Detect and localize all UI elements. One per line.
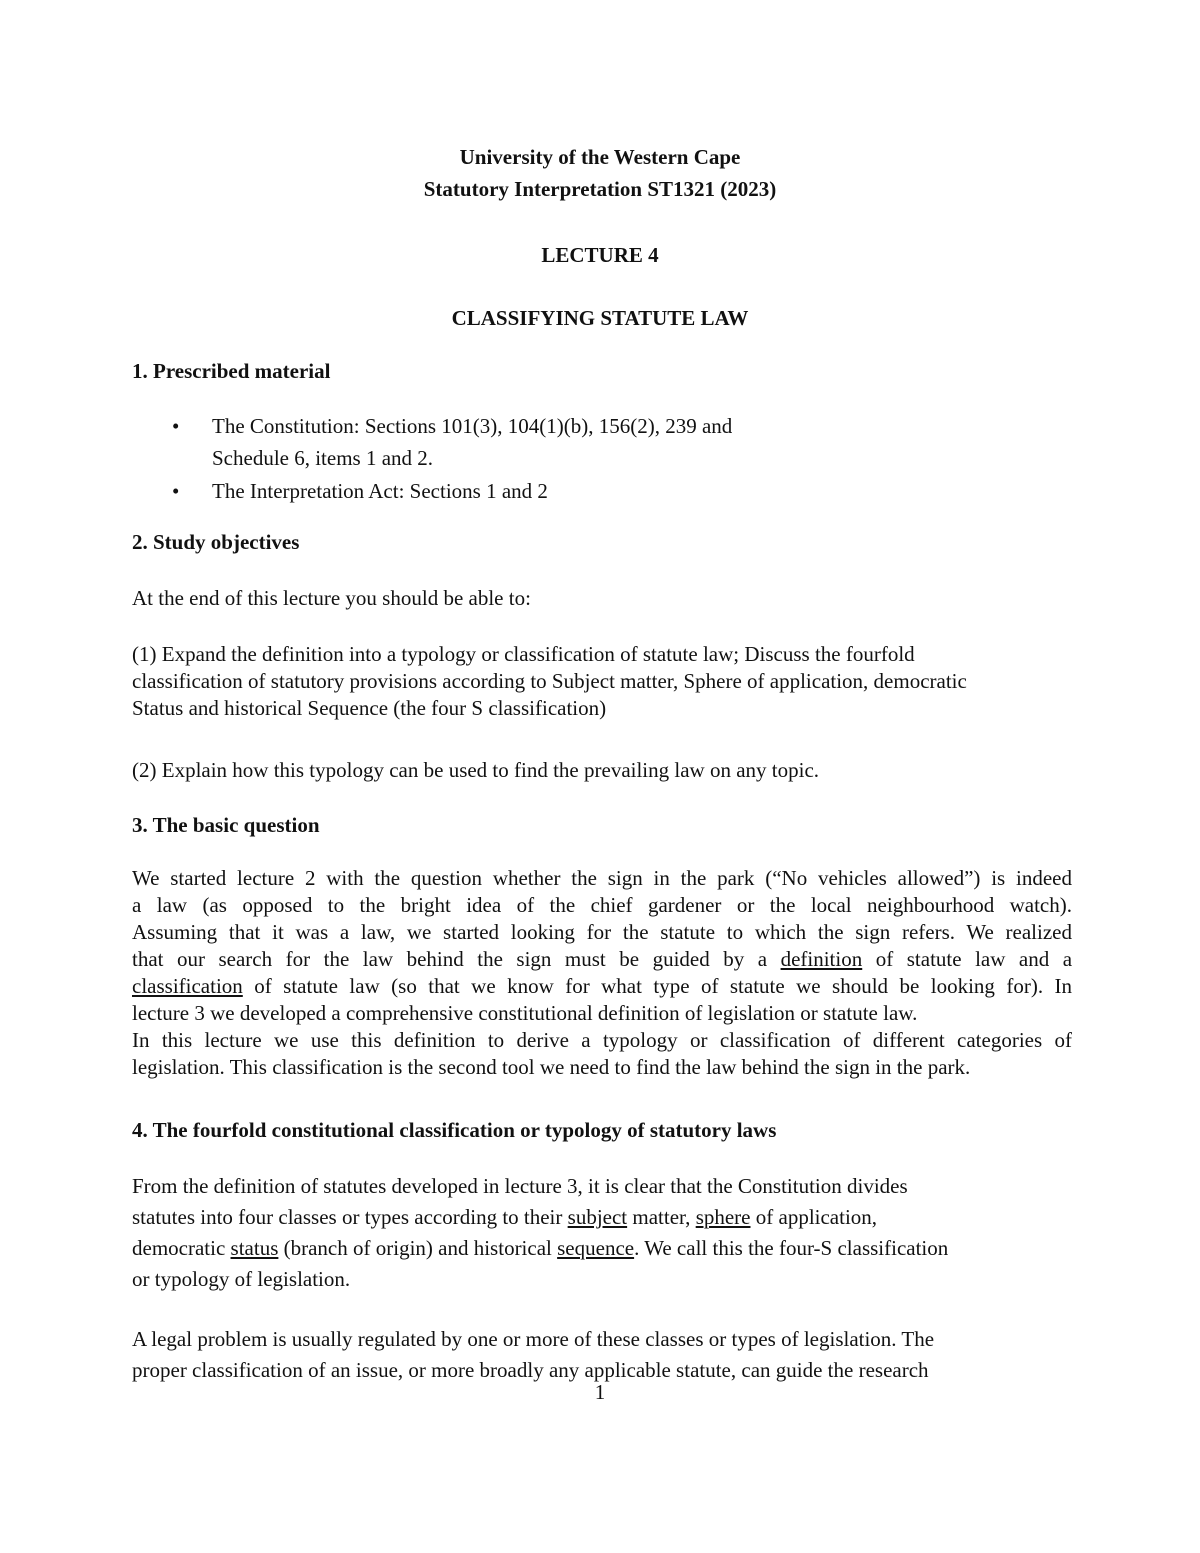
- section-3-heading: 3. The basic question: [132, 813, 320, 837]
- paragraph-line: legislation. This classification is the second tool we need to find the law behind the sign in the park.: [132, 1055, 971, 1079]
- paragraph-line: [132, 1233, 1072, 1264]
- objective-2: (2) Explain how this typology can be used to find the prevailing law on any topic.: [132, 758, 820, 782]
- section-4-paragraph-2: [132, 1324, 1072, 1386]
- page-number: 1: [594, 1380, 606, 1404]
- bullet-text-line: The Constitution: Sections 101(3), 104(1)(b), 156(2), 239 and: [212, 414, 733, 438]
- paragraph-line: From the definition of statutes developed in lecture 3, it is clear that the Constitution divides: [132, 1174, 908, 1198]
- text-run: that our search for the law behind the sign must be guided by a: [132, 947, 768, 971]
- bullet-marker: •: [172, 479, 180, 503]
- objective-1-line: classification of statutory provisions according to Subject matter, Sphere of application, democratic: [132, 669, 967, 693]
- lecture-number: LECTURE 4: [541, 243, 659, 267]
- objectives-intro: At the end of this lecture you should be able to:: [132, 586, 531, 610]
- text-run: democratic: [132, 1236, 226, 1260]
- paragraph-line: [132, 946, 1072, 973]
- text-run: matter,: [632, 1205, 691, 1229]
- underlined-term-status: status: [230, 1236, 279, 1260]
- objective-1-line: Status and historical Sequence (the four S classification): [132, 696, 607, 720]
- section-2-heading: 2. Study objectives: [132, 530, 300, 554]
- section-4-paragraph-1: [132, 1171, 1072, 1295]
- paragraph-line: Assuming that it was a law, we started looking for the statute to which the sign refers. We realized: [132, 920, 1072, 944]
- lecture-topic: CLASSIFYING STATUTE LAW: [451, 306, 749, 330]
- text-run: of statute law (so that we know for what type of statute we should be looking for). In: [254, 974, 1073, 998]
- section-4-heading: 4. The fourfold constitutional classification or typology of statutory laws: [132, 1118, 777, 1142]
- bullet-text-line: Schedule 6, items 1 and 2.: [212, 446, 434, 470]
- objective-1-line: (1) Expand the definition into a typology or classification of statute law; Discuss the fourfold: [132, 642, 915, 666]
- university-title: University of the Western Cape: [459, 145, 741, 169]
- paragraph-line: lecture 3 we developed a comprehensive constitutional definition of legislation or statute law.: [132, 1001, 918, 1025]
- underlined-term-subject: subject: [567, 1205, 628, 1229]
- paragraph-line: [132, 973, 1072, 1000]
- course-title: Statutory Interpretation ST1321 (2023): [423, 177, 777, 201]
- objective-1: [132, 641, 1072, 722]
- text-run: of application,: [755, 1205, 878, 1229]
- paragraph-line: We started lecture 2 with the question whether the sign in the park (“No vehicles allowed”) is indeed: [132, 866, 1072, 890]
- bullet-text-line: The Interpretation Act: Sections 1 and 2: [212, 479, 548, 503]
- paragraph-line: In this lecture we use this definition to derive a typology or classification of different categories of: [132, 1028, 1072, 1052]
- underlined-term-sphere: sphere: [695, 1205, 751, 1229]
- text-run: statutes into four classes or types according to their: [132, 1205, 563, 1229]
- paragraph-line: [132, 1202, 1072, 1233]
- underlined-term-sequence: sequence: [557, 1236, 635, 1260]
- underlined-term-definition: definition: [780, 947, 863, 971]
- underlined-term-classification: classification: [132, 974, 243, 998]
- paragraph-line: a law (as opposed to the bright idea of the chief gardener or the local neighbourhood watch).: [132, 893, 1072, 917]
- text-run: of statute law and a: [875, 947, 1073, 971]
- paragraph-line: or typology of legislation.: [132, 1267, 351, 1291]
- section-1-heading: 1. Prescribed material: [132, 359, 331, 383]
- section-3-paragraph: [132, 865, 1072, 1081]
- paragraph-line: proper classification of an issue, or more broadly any applicable statute, can guide the research: [132, 1358, 929, 1382]
- bullet-marker: •: [172, 414, 180, 438]
- text-run: . We call this the four-S classification: [634, 1236, 949, 1260]
- text-run: (branch of origin) and historical: [283, 1236, 552, 1260]
- paragraph-line: A legal problem is usually regulated by one or more of these classes or types of legislation. The: [132, 1327, 935, 1351]
